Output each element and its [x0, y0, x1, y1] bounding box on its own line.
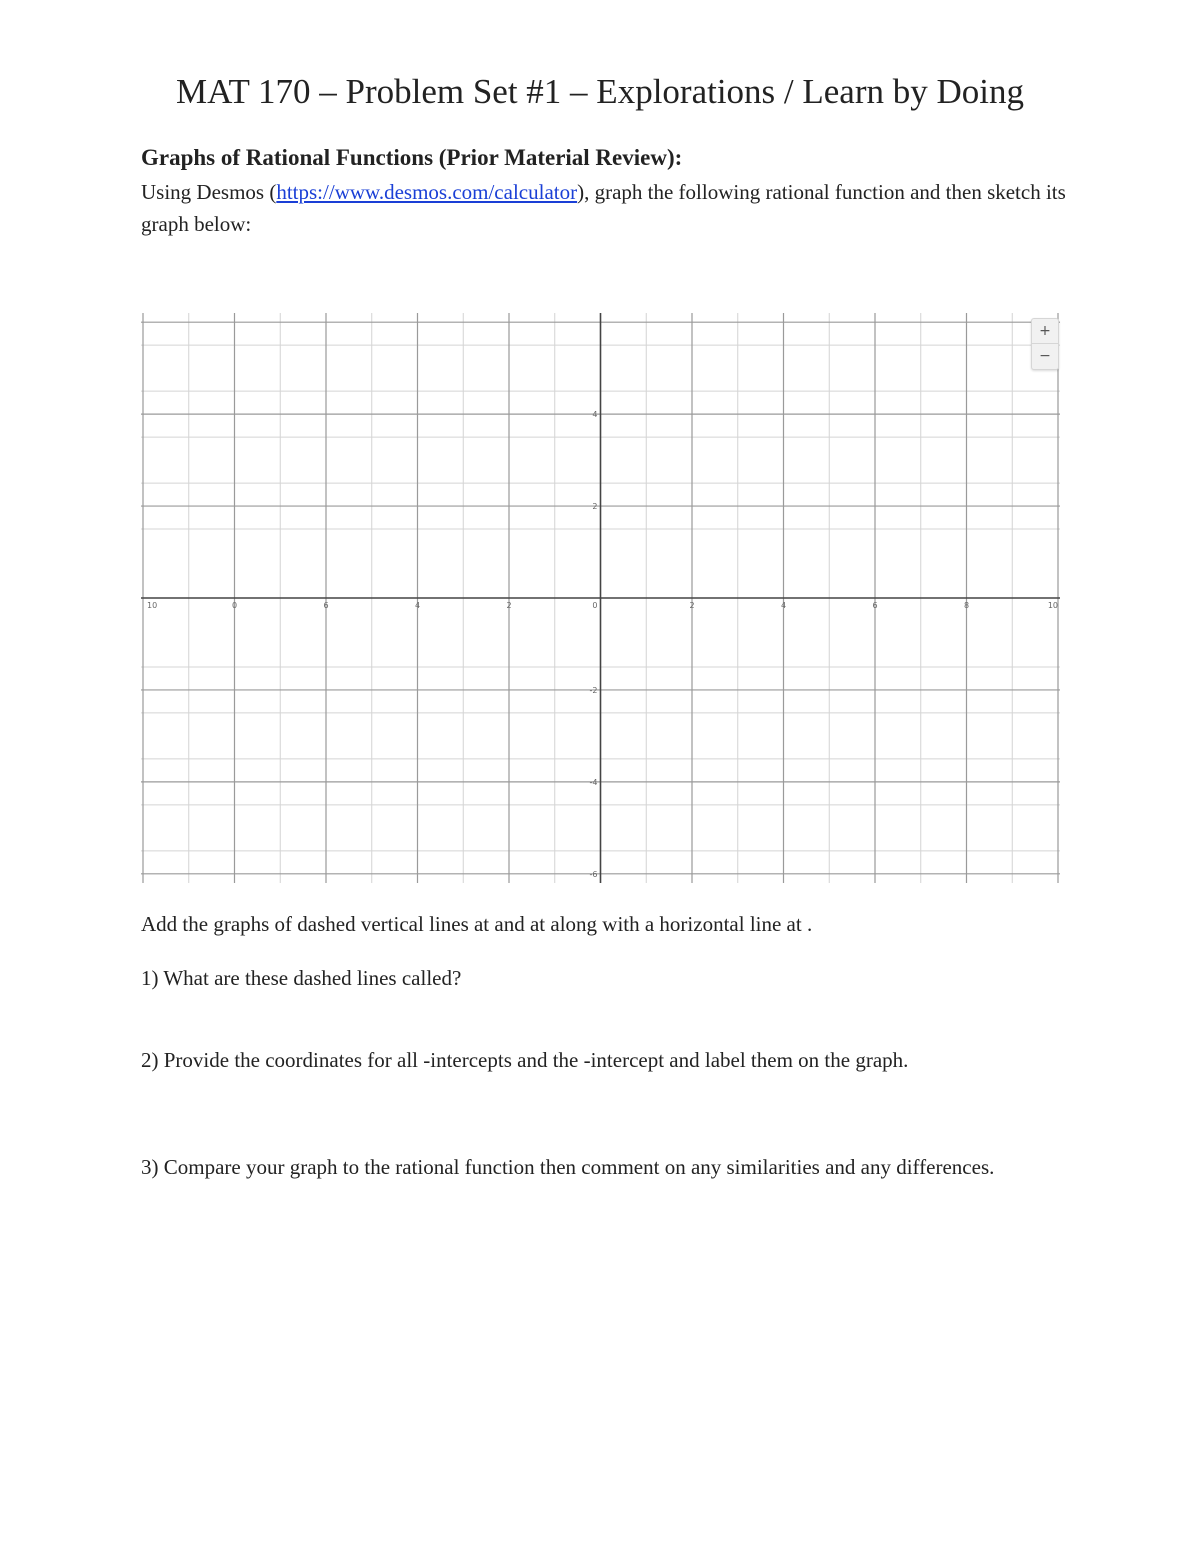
x-tick-label: 10 [1047, 601, 1058, 610]
y-tick-label: 2 [592, 502, 598, 512]
x-tick-label: 6 [872, 601, 878, 610]
zoom-controls [1031, 318, 1059, 370]
section-heading: Graphs of Rational Functions (Prior Material Review): [141, 145, 683, 170]
x-tick-label: 4 [780, 601, 787, 610]
intro-suffix: ), graph the following rational function and then sketch its graph below: [141, 180, 1066, 236]
x-tick-label: 8 [963, 601, 970, 610]
y-tick-label: -2 [589, 685, 598, 695]
y-tick-label: -4 [589, 777, 598, 787]
question-2: 2) Provide the coordinates for all -intercepts and the -intercept and label them on the graph. [141, 1048, 909, 1072]
x-tick-label: 4 [414, 601, 421, 610]
page-title: MAT 170 – Problem Set #1 – Explorations / Learn by Doing [175, 72, 1025, 111]
tick-labels [147, 410, 1058, 879]
intro-paragraph [141, 176, 1081, 240]
y-tick-label: -6 [589, 869, 598, 879]
intro-prefix: Using Desmos ( [141, 180, 277, 204]
x-tick-label: 6 [323, 601, 329, 610]
x-tick-label: 2 [689, 601, 695, 610]
axes [141, 313, 1060, 883]
x-tick-label: 2 [506, 601, 512, 610]
graph-svg [141, 313, 1060, 883]
x-tick-label: 0 [592, 601, 598, 610]
graph-grid[interactable] [141, 313, 1060, 883]
y-tick-label: 4 [592, 410, 598, 420]
question-3: 3) Compare your graph to the rational function then comment on any similarities and any differences. [141, 1155, 995, 1179]
x-tick-label: 10 [147, 601, 158, 610]
desmos-link[interactable]: https://www.desmos.com/calculator [276, 180, 578, 204]
question-1: 1) What are these dashed lines called? [141, 966, 462, 990]
instruction-text: Add the graphs of dashed vertical lines at and at along with a horizontal line at . [141, 912, 813, 936]
zoom-in-button[interactable]: + [1039, 323, 1051, 339]
zoom-out-button[interactable]: − [1032, 343, 1058, 368]
x-tick-label: 0 [231, 601, 238, 610]
